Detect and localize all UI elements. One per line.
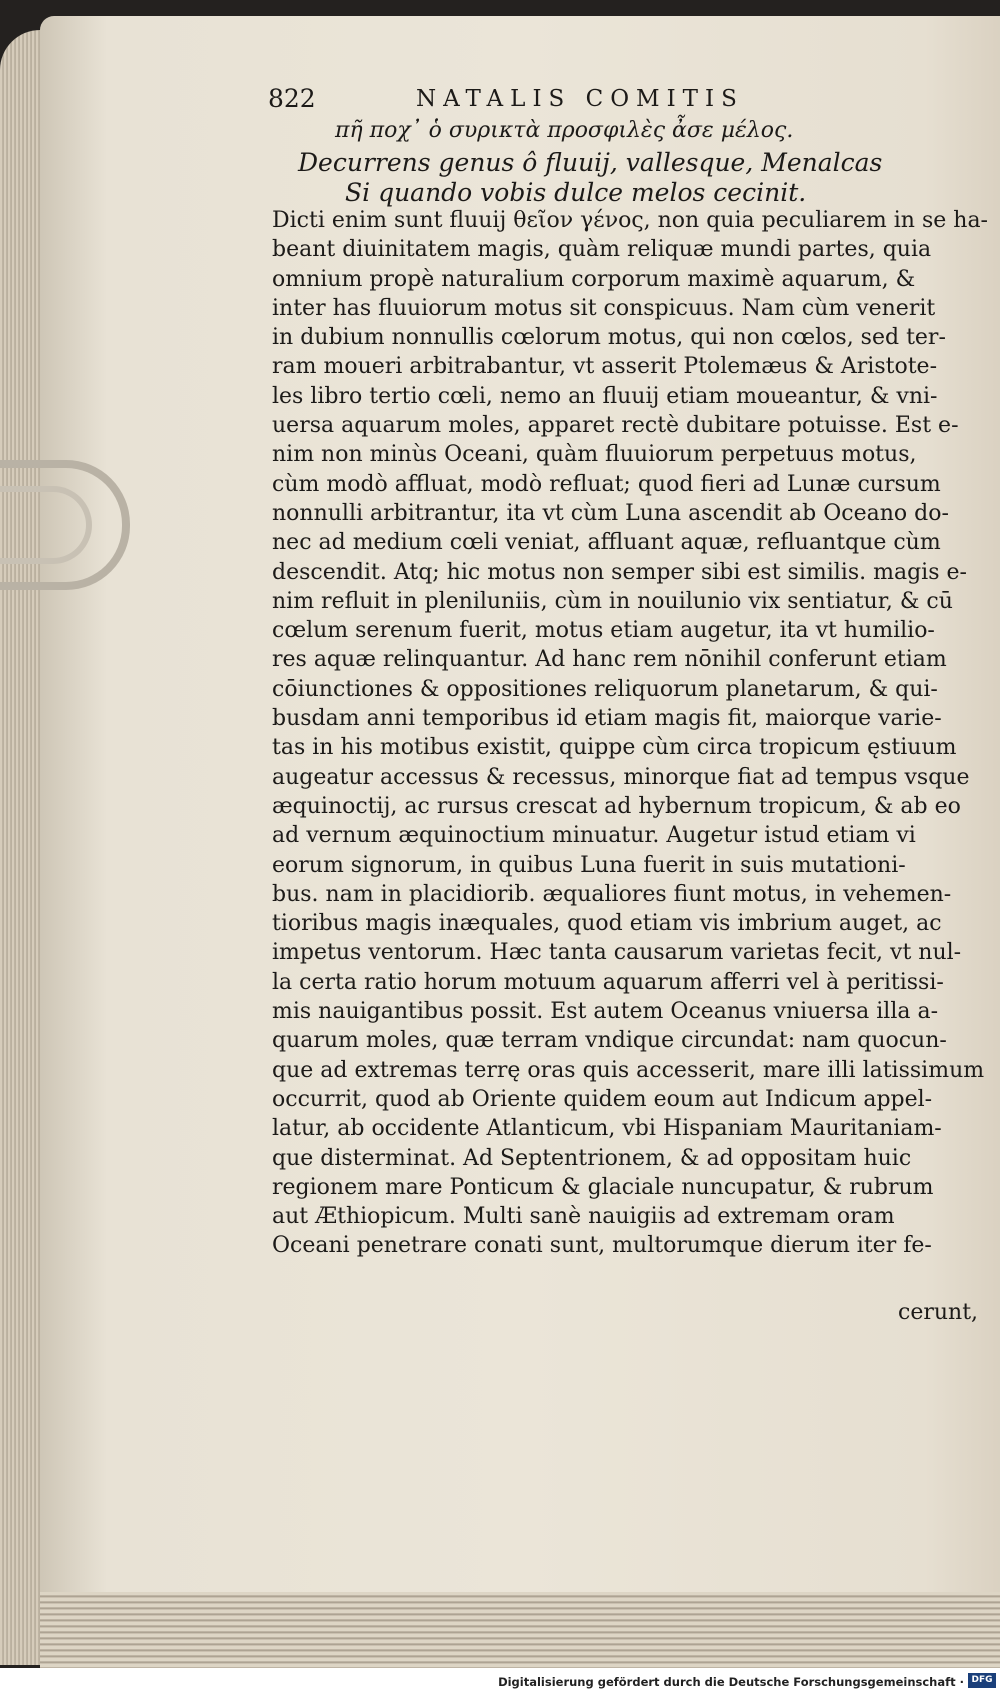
body-line: ram moueri arbitrabantur, vt asserit Ptolemæus & Aristote- [272, 354, 938, 380]
body-line: in dubium nonnullis cœlorum motus, qui non cœlos, sed ter- [272, 325, 946, 351]
body-line: æquinoctij, ac rursus crescat ad hybernum tropicum, & ab eo [272, 793, 961, 819]
paper-clip-inner-loop [0, 486, 92, 564]
body-line: nonnulli arbitrantur, ita vt cùm Luna ascendit ab Oceano do- [272, 500, 949, 526]
greek-verse-line: πῆ ποχ᾽ ὁ συρικτὰ προσφιλὲς ἆσε μέλος. [335, 118, 794, 143]
running-head: NATALIS COMITIS [416, 86, 744, 112]
body-line: les libro tertio cœli, nemo an fluuij etiam moueantur, & vni- [272, 383, 938, 409]
body-line: augeatur accessus & recessus, minorque fiat ad tempus vsque [272, 764, 970, 790]
body-line: tioribus magis inæquales, quod etiam vis imbrium auget, ac [272, 911, 942, 937]
body-line: ad vernum æquinoctium minuatur. Augetur istud etiam vi [272, 823, 916, 849]
body-line: tas in his motibus existit, quippe cùm circa tropicum ęstiuum [272, 735, 957, 761]
body-line: eorum signorum, in quibus Luna fuerit in suis mutationi- [272, 852, 906, 878]
body-line: aut Æthiopicum. Multi sanè nauigiis ad extremam oram [272, 1204, 895, 1230]
body-line: la certa ratio horum motuum aquarum afferri vel à peritissi- [272, 969, 944, 995]
body-line: impetus ventorum. Hæc tanta causarum varietas fecit, vt nul- [272, 940, 962, 966]
body-line: busdam anni temporibus id etiam magis fit, maiorque varie- [272, 706, 942, 732]
body-line: descendit. Atq; hic motus non semper sibi est similis. magis e- [272, 559, 967, 585]
body-line: Oceani penetrare conati sunt, multorumque dierum iter fe- [272, 1233, 932, 1259]
latin-verse-line-1: Decurrens genus ô fluuij, vallesque, Menalcas [298, 148, 883, 177]
body-line: res aquæ relinquantur. Ad hanc rem nōnihil conferunt etiam [272, 647, 947, 673]
body-line: uersa aquarum moles, apparet rectè dubitare potuisse. Est e- [272, 413, 959, 439]
body-line: regionem mare Ponticum & glaciale nuncupatur, & rubrum [272, 1174, 934, 1200]
body-line: nim refluit in pleniluniis, cùm in nouilunio vix sentiatur, & cū [272, 588, 953, 614]
catchword: cerunt, [898, 1300, 979, 1325]
footer-credit: Digitalisierung gefördert durch die Deutsche Forschungsgemeinschaft · [498, 1675, 964, 1689]
body-line: nim non minùs Oceani, quàm fluuiorum perpetuus motus, [272, 442, 917, 468]
latin-verse-line-2: Si quando vobis dulce melos cecinit. [345, 178, 807, 207]
page-header [268, 84, 808, 120]
body-line: bus. nam in placidiorib. æqualiores fiunt motus, in vehemen- [272, 881, 952, 907]
body-line: cùm modò affluat, modò refluat; quod fieri ad Lunæ cursum [272, 471, 941, 497]
body-line: occurrit, quod ab Oriente quidem eoum aut Indicum appel- [272, 1086, 933, 1112]
body-line: inter has fluuiorum motus sit conspicuus. Nam cùm venerit [272, 295, 936, 321]
body-line: omnium propè naturalium corporum maximè aquarum, & [272, 266, 916, 292]
dfg-logo: DFG [968, 1673, 996, 1688]
body-line: nec ad medium cœli veniat, affluant aquæ, refluantque cùm [272, 530, 941, 556]
body-line: cōiunctiones & oppositiones reliquorum planetarum, & qui- [272, 676, 938, 702]
body-line: que ad extremas terrę oras quis accesserit, mare illi latissimum [272, 1057, 985, 1083]
body-line: cœlum serenum fuerit, motus etiam augetur, ita vt humilio- [272, 618, 935, 644]
body-line: beant diuinitatem magis, quàm reliquæ mundi partes, quia [272, 237, 932, 263]
body-line: que disterminat. Ad Septentrionem, & ad oppositam huic [272, 1145, 912, 1171]
body-line: quarum moles, quæ terram vndique circundat: nam quocun- [272, 1028, 947, 1054]
body-line: mis nauigantibus possit. Est autem Oceanus vniuersa illa a- [272, 999, 939, 1025]
body-line: latur, ab occidente Atlanticum, vbi Hispaniam Mauritaniam- [272, 1116, 942, 1142]
body-text [272, 206, 988, 1261]
footer-bar [0, 1670, 1000, 1693]
page-number: 822 [268, 84, 316, 113]
body-line: Dicti enim sunt fluuij θεῖον γένος, non quia peculiarem in se ha- [272, 208, 988, 233]
page-bottom-edges [40, 1592, 1000, 1668]
